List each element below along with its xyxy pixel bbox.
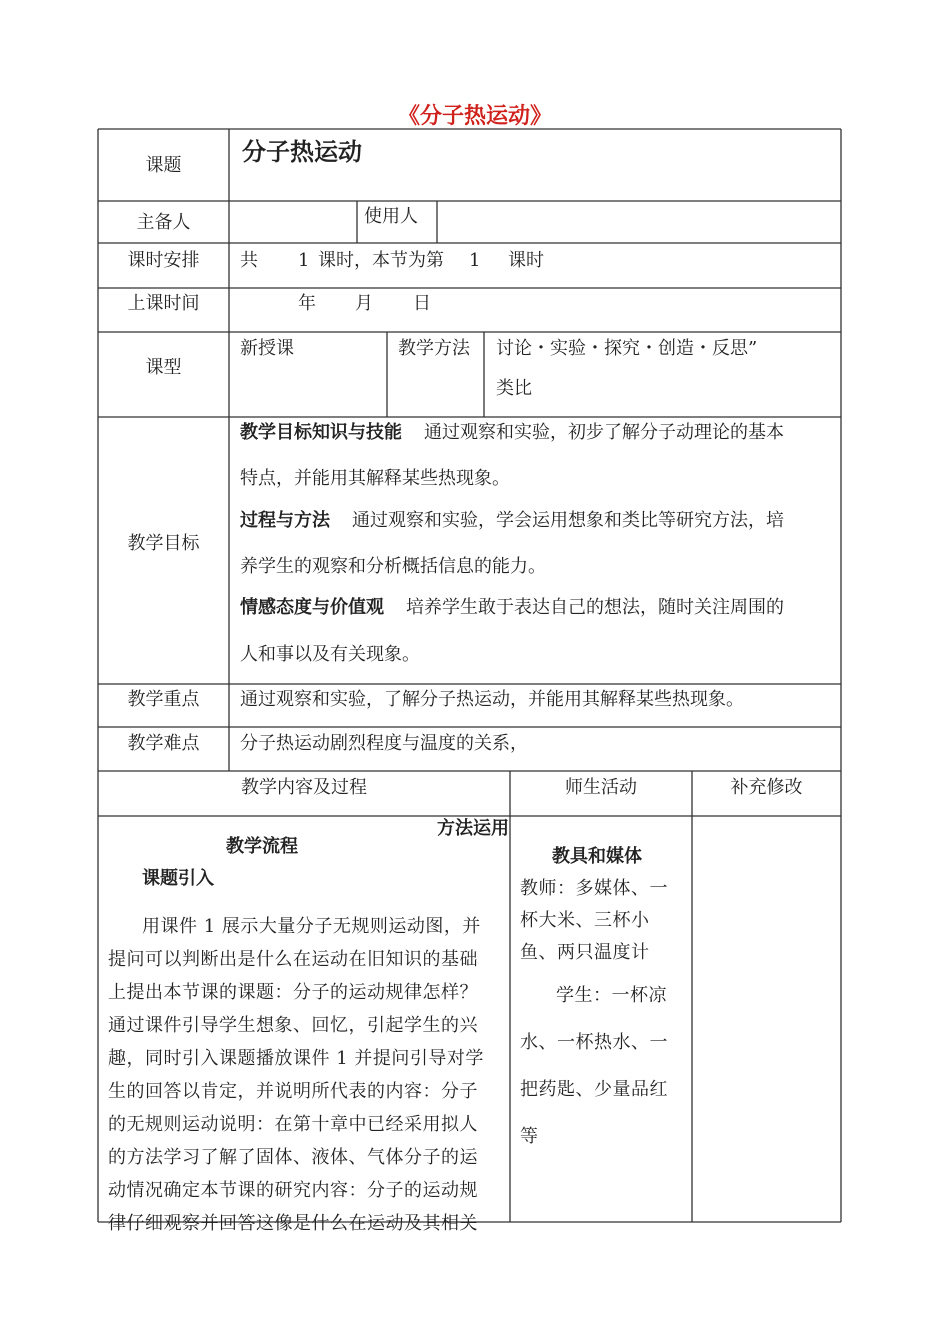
schedule-current-number: 1 bbox=[469, 250, 481, 271]
student-media-line: 等 bbox=[520, 1126, 539, 1147]
objective-emotion-title: 情感态度与价值观 bbox=[240, 597, 384, 618]
schedule-label: 课时安排 bbox=[127, 250, 200, 271]
header-revision: 补充修改 bbox=[730, 777, 803, 798]
objective-knowledge-title: 教学目标知识与技能 bbox=[240, 422, 402, 443]
schedule-total-prefix: 共 bbox=[240, 250, 258, 271]
header-content: 教学内容及过程 bbox=[241, 777, 367, 798]
class-time-label: 上课时间 bbox=[127, 293, 200, 314]
key-point-value: 通过观察和实验，了解分子热运动，并能用其解释某些热现象。 bbox=[240, 689, 744, 710]
objective-process-line-1 bbox=[240, 510, 784, 532]
student-media-line: 把药匙、少量品红 bbox=[520, 1079, 668, 1100]
intro-title: 课题引入 bbox=[142, 868, 214, 889]
document-title: 《分子热运动》 bbox=[397, 104, 552, 129]
schedule-mid-text: 课时，本节为第 bbox=[318, 250, 444, 271]
difficulty-value: 分子热运动剧烈程度与温度的关系， bbox=[240, 733, 528, 754]
lesson-type-value: 新授课 bbox=[240, 338, 294, 359]
schedule-suffix: 课时 bbox=[508, 250, 544, 271]
header-activity: 师生活动 bbox=[565, 777, 637, 798]
intro-line: 动情况确定本节课的研究内容：分子的运动规 bbox=[108, 1180, 478, 1201]
teacher-media-line: 鱼、两只温度计 bbox=[520, 942, 650, 963]
intro-line: 用课件 1 展示大量分子无规则运动图，并 bbox=[142, 916, 481, 937]
intro-paragraph bbox=[108, 910, 508, 1240]
objective-emotion-line-1 bbox=[240, 597, 784, 619]
media-title: 教具和媒体 bbox=[552, 846, 642, 867]
objectives-label: 教学目标 bbox=[127, 533, 200, 554]
difficulty-label: 教学难点 bbox=[127, 733, 200, 754]
method-use-heading: 方法运用 bbox=[437, 818, 509, 839]
class-time-month: 月 bbox=[355, 293, 373, 314]
teaching-method-line-2: 类比 bbox=[496, 378, 532, 399]
objective-knowledge-text-2: 特点，并能用其解释某些热现象。 bbox=[240, 468, 510, 489]
intro-line: 律仔细观察并回答这像是什么在运动及其相关 bbox=[108, 1213, 478, 1234]
objective-process-text-2: 养学生的观察和分析概括信息的能力。 bbox=[240, 556, 546, 577]
teacher-media bbox=[520, 873, 690, 969]
objective-emotion-text-1: 培养学生敢于表达自己的想法，随时关注周围的 bbox=[406, 597, 784, 618]
schedule-total-number: 1 bbox=[298, 250, 310, 271]
intro-line: 上提出本节课的课题：分子的运动规律怎样？ bbox=[108, 982, 478, 1003]
objective-knowledge-line-1 bbox=[240, 422, 784, 444]
student-media-line: 水、一杯热水、一 bbox=[520, 1032, 668, 1053]
teaching-method-line-1: 讨论・实验・探究・创造・反思” bbox=[496, 338, 758, 359]
class-time-day: 日 bbox=[413, 293, 431, 314]
class-time-year: 年 bbox=[298, 293, 316, 314]
intro-line: 通过课件引导学生想象、回忆，引起学生的兴 bbox=[108, 1015, 478, 1036]
objective-process-text-1: 通过观察和实验，学会运用想象和类比等研究方法，培 bbox=[352, 510, 784, 531]
student-media bbox=[520, 972, 690, 1160]
intro-line: 生的回答以肯定，并说明所代表的内容：分子 bbox=[108, 1081, 478, 1102]
key-point-label: 教学重点 bbox=[127, 689, 200, 710]
preparer-label: 主备人 bbox=[136, 212, 191, 233]
objective-emotion-text-2: 人和事以及有关现象。 bbox=[240, 644, 420, 665]
teaching-method-label: 教学方法 bbox=[398, 338, 470, 359]
teacher-media-line: 杯大米、三杯小 bbox=[520, 910, 650, 931]
user-label: 使用人 bbox=[364, 206, 418, 227]
intro-line: 的方法学习了解了固体、液体、气体分子的运 bbox=[108, 1147, 478, 1168]
student-media-line: 学生：一杯凉 bbox=[556, 985, 667, 1006]
intro-line: 提问可以判断出是什么在运动在旧知识的基础 bbox=[108, 949, 478, 970]
objective-knowledge-text-1: 通过观察和实验，初步了解分子动理论的基本 bbox=[424, 422, 784, 443]
flow-title: 教学流程 bbox=[226, 836, 298, 857]
teacher-media-line: 教师：多媒体、一 bbox=[520, 878, 668, 899]
intro-line: 趣，同时引入课题播放课件 1 并提问引导对学 bbox=[108, 1048, 484, 1069]
intro-line: 的无规则运动说明：在第十章中已经采用拟人 bbox=[108, 1114, 478, 1135]
topic-value: 分子热运动 bbox=[242, 138, 362, 166]
lesson-type-label: 课型 bbox=[145, 357, 182, 378]
topic-label: 课题 bbox=[145, 155, 182, 176]
objective-process-title: 过程与方法 bbox=[240, 510, 330, 531]
